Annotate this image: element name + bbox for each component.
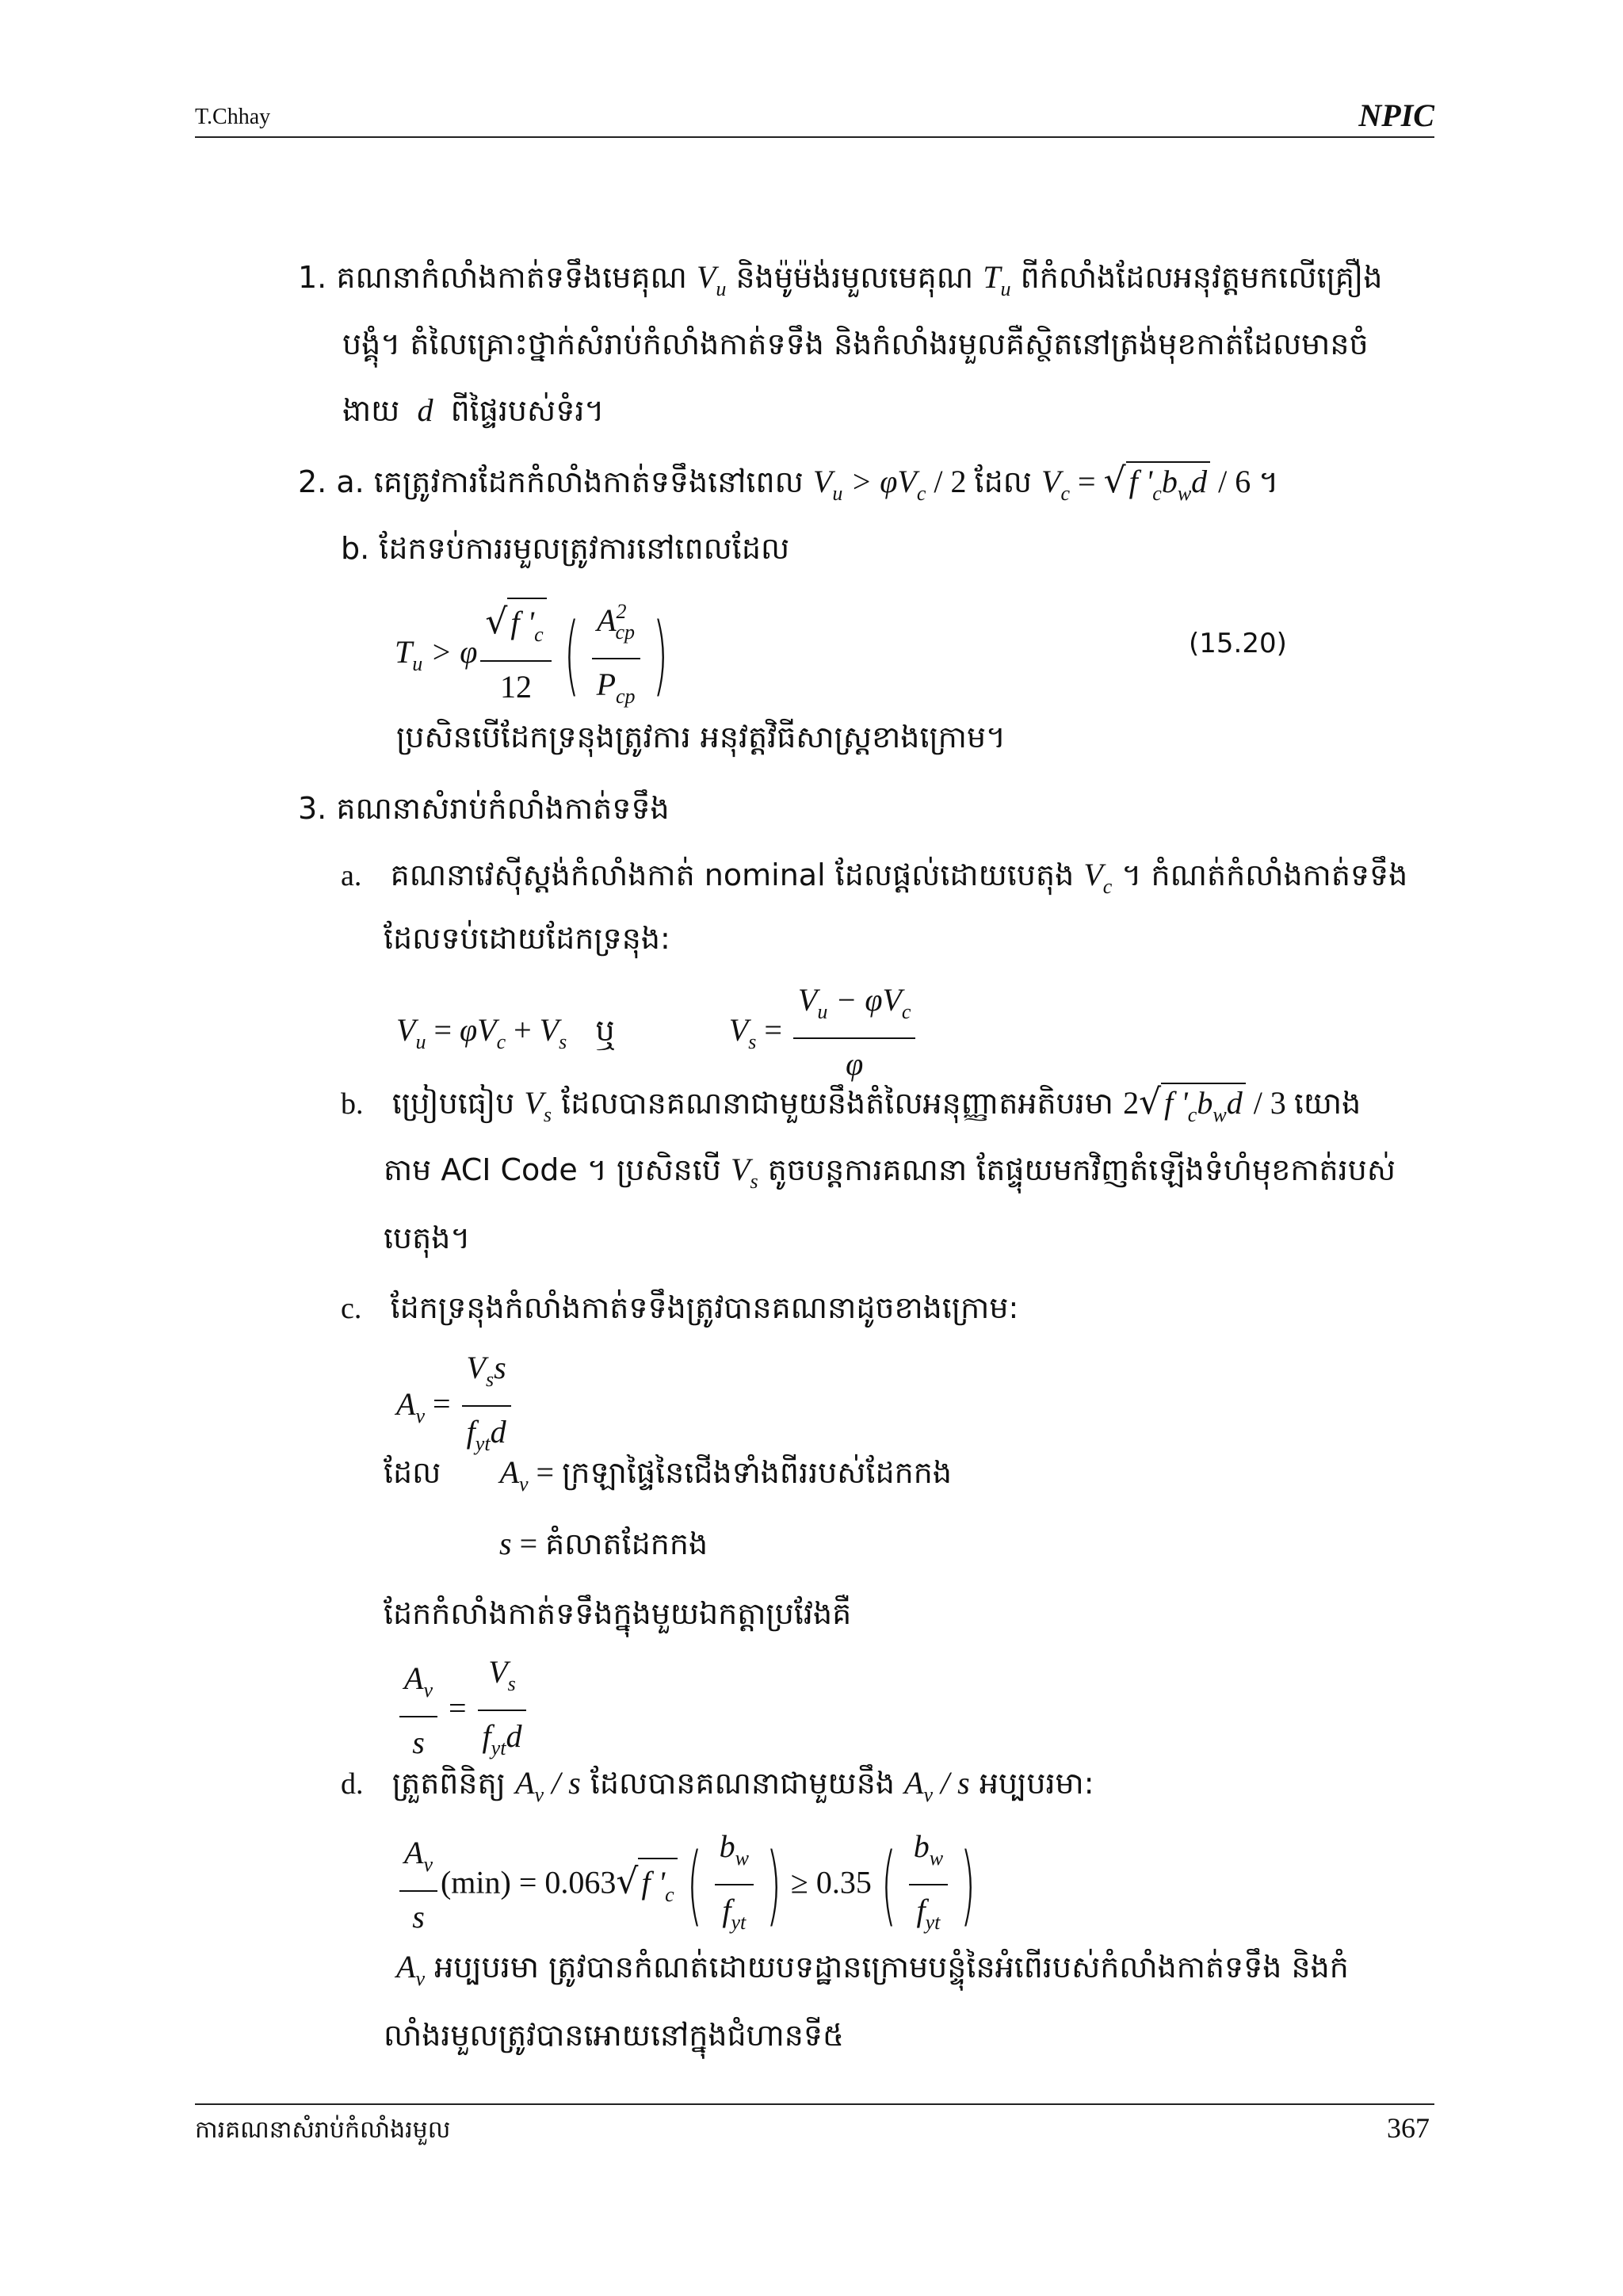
item3b-line3: បេតុង។ <box>384 1221 471 1255</box>
item3a-line1: a. គណនាវេស៊ីស្តង់កំលាំងកាត់ nominal ដែលផ្តល់ដោយបេតុង $V_c$ ។ កំណត់កំលាំងកាត់ទទឹង <box>341 857 1408 898</box>
item1-line1: 1. គណនាកំលាំងកាត់ទទឹងមេគុណ $V_u$ និងម៉ូម៉ង់រមួលមេគុណ $T_u$ ពីកំលាំងដែលអនុវត្តមកលើគ្រឿង <box>298 259 1383 300</box>
final-line2: លាំងរមួលត្រូវបានអោយនៅក្នុងជំហានទី៥ <box>384 2018 844 2053</box>
header-author: T.Chhay <box>195 105 271 129</box>
equation-number: (15.20) <box>1189 628 1287 659</box>
av-equation: $A_v$ = $\frac{V_ss}{f_{yt}d}$ <box>396 1344 514 1468</box>
per-length-text: ដែកកំលាំងកាត់ទទឹងក្នុងមួយឯកត្តាប្រវែងគឺ <box>384 1596 852 1631</box>
item1-line2: បង្គុំ។ តំលៃគ្រោះថ្នាក់សំរាប់កំលាំងកាត់ទទឹង និងកំលាំងរមួលគឺស្ថិតនៅត្រង់មុខកាត់ដែលមានចំ <box>342 327 1369 361</box>
item3d-line1: d. ត្រួតពិនិត្យ $A_v$ / s ដែលបានគណនាជាមួយនឹង $A_v$ / s អប្បបរមា: <box>341 1765 1094 1806</box>
final-line1: $A_v$ អប្បបរមា ត្រូវបានកំណត់ដោយបទដ្ឋានក្រោមបន្ទុំនៃអំពើរបស់កំលាំងកាត់ទទឹង និងកំ <box>396 1949 1349 1990</box>
item3b-line1: b. ប្រៀបធៀប $V_s$ ដែលបានគណនាជាមួយនឹងតំលៃអនុញ្ញាតអតិបរមា 2√ f '$_cb_wd / 3$ យោង <box>341 1083 1361 1134</box>
definition-s: s = គំលាតដែកកង <box>499 1526 708 1561</box>
footer-rule <box>195 2103 1434 2105</box>
min-av-equation: $\frac{A_v}{s}$ (min) = 0.063√ f '$_c$ ( $\frac{b_w}{f_{yt}}$ ) ≥ 0.35 ( $\frac{b_w}{f_{yt}}$ ) <box>396 1823 985 1946</box>
header-rule <box>195 136 1434 138</box>
definition-av: ដែល $A_v$ = ក្រឡាផ្ទៃនៃជើងទាំងពីររបស់ដែកកង <box>384 1454 952 1496</box>
item1-line3: ងាយ d ពីផ្ទៃរបស់ទំរ។ <box>342 392 605 428</box>
item3c-line1: c. ដែកទ្រនុងកំលាំងកាត់ទទឹងត្រូវបានគណនាដូចខាងក្រោម: <box>341 1290 1019 1325</box>
item3b-line2: តាម ACI Code ។ ប្រសិនបើ $V_s$ តូចបន្តការគណនា តែផ្ទុយមកវិញតំឡើងទំហំមុខកាត់របស់ <box>384 1152 1396 1193</box>
item2-after: ប្រសិនបើដែកទ្រនុងត្រូវការ អនុវត្តវិធីសាស្ត្រខាងក្រោម។ <box>396 720 1006 755</box>
footer-title: ការគណនាសំរាប់កំលាំងរមួល <box>195 2116 451 2144</box>
shear-equation: $V_u = \varphi V_c + V_s$ ឬ $V_s$ = $\frac{V_u - \varphi V_c}{\varphi}$ <box>396 976 918 1088</box>
header-org: NPIC <box>1358 97 1434 133</box>
item3a-line2: ដែលទប់ដោយដែកទ្រនុង: <box>384 921 670 956</box>
av-over-s-equation: $\frac{A_v}{s}$ = $\frac{V_s}{f_{yt}d}$ <box>396 1648 529 1772</box>
equation-15-20: $T_u > \varphi$ $\frac{√ f '_c}{12}$ ( $\frac{A^2_{cp}}{P_{cp}}$ ) <box>395 588 677 720</box>
item2-line-a: 2. a. គេត្រូវការដែកកំលាំងកាត់ទទឹងនៅពេល $V_u > \varphi V_c / 2$ ដែល $V_c$ = √ f '$_cb_wd / 6$ ។ <box>298 461 1278 513</box>
page-number: 367 <box>1387 2112 1430 2144</box>
item3-title: 3. គណនាសំរាប់កំលាំងកាត់ទទឹង <box>298 791 670 826</box>
item2-line-b: b. ដែកទប់ការរមួលត្រូវការនៅពេលដែល <box>341 531 790 566</box>
